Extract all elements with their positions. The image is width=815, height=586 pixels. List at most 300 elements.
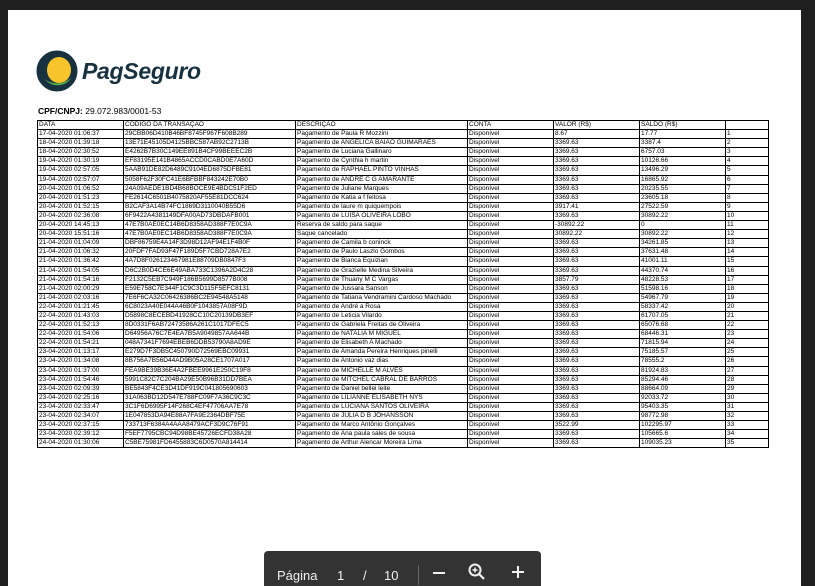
cell-index: 12: [726, 230, 769, 239]
cell-conta: Disponível: [468, 375, 554, 384]
table-row: [38, 266, 769, 275]
table-row: [38, 339, 769, 348]
cell-conta: Disponível: [468, 139, 554, 148]
cell-conta: Disponível: [468, 211, 554, 220]
cell-descricao: Pagamento de Bianca Equizian: [296, 257, 468, 266]
table-row: [38, 275, 769, 284]
cell-index: 24: [726, 339, 769, 348]
toolbar-divider: [418, 565, 419, 585]
cell-data: 21-04-2020 02:00:29: [38, 284, 124, 293]
cell-codigo: 048A7341F7694EBEB6DDB53790A8AD9E: [124, 339, 296, 348]
cell-data: 20-04-2020 01:51:23: [38, 193, 124, 202]
minus-icon: [429, 562, 449, 582]
cell-index: 25: [726, 348, 769, 357]
cell-index: 20: [726, 302, 769, 311]
cell-conta: Disponível: [468, 275, 554, 284]
cell-conta: Disponível: [468, 384, 554, 393]
cell-conta: Disponível: [468, 239, 554, 248]
cell-conta: Disponível: [468, 148, 554, 157]
cell-descricao: Pagamento de Elisabeth A Machado: [296, 339, 468, 348]
cell-index: 13: [726, 239, 769, 248]
cell-data: 17-04-2020 01:06:37: [38, 130, 124, 139]
cell-index: 2: [726, 139, 769, 148]
cell-data: 21-04-2020 01:54:05: [38, 266, 124, 275]
cell-saldo: 109035.23: [640, 439, 726, 448]
cell-conta: Disponível: [468, 184, 554, 193]
cell-codigo: FE2614C6501B4075820AF55E81DCC624: [124, 193, 296, 202]
table-row: [38, 130, 769, 139]
table-row: [38, 384, 769, 393]
cell-conta: Disponível: [468, 412, 554, 421]
cell-saldo: 58337.42: [640, 302, 726, 311]
cell-descricao: Pagamento de Daniel bellei leite: [296, 384, 468, 393]
table-row: [38, 375, 769, 384]
table-row: [38, 439, 769, 448]
cell-descricao: Pagamento de Thuany M C Vargas: [296, 275, 468, 284]
cell-data: 22-04-2020 01:54:21: [38, 339, 124, 348]
table-row: [38, 302, 769, 311]
cell-index: 6: [726, 175, 769, 184]
cell-index: 31: [726, 402, 769, 411]
cell-conta: Disponível: [468, 248, 554, 257]
cell-index: 15: [726, 257, 769, 266]
cell-conta: Disponível: [468, 439, 554, 448]
cell-valor: 3369.63: [554, 357, 640, 366]
cell-codigo: D6C2B0D4CE6E49ABA733C1396A2D4C28: [124, 266, 296, 275]
cell-descricao: Pagamento de Paula R Mozzini: [296, 130, 468, 139]
pagseguro-logo-icon: [36, 50, 78, 92]
cell-conta: Disponível: [468, 284, 554, 293]
page-label: Página: [277, 568, 318, 583]
table-row: [38, 148, 769, 157]
cell-conta: Disponível: [468, 421, 554, 430]
cell-index: 3: [726, 148, 769, 157]
cell-saldo: 30892.22: [640, 211, 726, 220]
header-data: DATA: [38, 121, 124, 130]
current-page-input[interactable]: 1: [337, 568, 345, 583]
cell-conta: Disponível: [468, 230, 554, 239]
cell-descricao: Pagamento de Jussara Sanson: [296, 284, 468, 293]
cell-index: 16: [726, 266, 769, 275]
cell-codigo: 5058F62F30FC41E6BFBBF843242E70B0: [124, 175, 296, 184]
cell-conta: Disponível: [468, 202, 554, 211]
cell-conta: Disponível: [468, 393, 554, 402]
cell-conta: Disponível: [468, 339, 554, 348]
cell-data: 20-04-2020 14:45:13: [38, 221, 124, 230]
cell-conta: Disponível: [468, 402, 554, 411]
cell-data: 23-04-2020 01:13:17: [38, 348, 124, 357]
cell-saldo: 71815.94: [640, 339, 726, 348]
cell-saldo: 92033.72: [640, 393, 726, 402]
cell-descricao: Pagamento de Cynthia h martin: [296, 157, 468, 166]
table-row: [38, 293, 769, 302]
cnpj-label: CPF/CNPJ:: [38, 106, 83, 116]
table-row: [38, 257, 769, 266]
cell-valor: 8.67: [554, 130, 640, 139]
cell-valor: 3369.63: [554, 211, 640, 220]
cell-index: 32: [726, 412, 769, 421]
cell-index: 18: [726, 284, 769, 293]
cell-valor: 3369.63: [554, 139, 640, 148]
plus-icon: [508, 562, 528, 582]
cell-data: 21-04-2020 01:36:42: [38, 257, 124, 266]
cell-descricao: Pagamento de ANGELICA BAIAO GUIMARAES: [296, 139, 468, 148]
pdf-page: [8, 10, 801, 586]
cell-valor: 3369.63: [554, 293, 640, 302]
cell-descricao: Pagamento de Paulo Laszlo Gombos: [296, 248, 468, 257]
cell-descricao: Pagamento de MICHELLE M ALVES: [296, 366, 468, 375]
cell-codigo: D64956A76C7E4EA7B5A9049857AA644B: [124, 330, 296, 339]
table-row: [38, 184, 769, 193]
cell-descricao: Pagamento de Katia a f feitosa: [296, 193, 468, 202]
cell-index: 33: [726, 421, 769, 430]
cell-descricao: Pagamento de RAPHAEL PINTO VINHAS: [296, 166, 468, 175]
cell-valor: 3369.63: [554, 175, 640, 184]
cell-saldo: 75185.57: [640, 348, 726, 357]
cell-data: 18-04-2020 02:30:52: [38, 148, 124, 157]
cell-descricao: Reserva de saldo para saque: [296, 221, 468, 230]
cell-conta: Disponível: [468, 321, 554, 330]
cell-index: 28: [726, 375, 769, 384]
cell-conta: Disponível: [468, 348, 554, 357]
cell-conta: Disponível: [468, 257, 554, 266]
table-row: [38, 175, 769, 184]
cell-data: 23-04-2020 02:37:15: [38, 421, 124, 430]
cell-descricao: Pagamento de André a Rosa: [296, 302, 468, 311]
cell-saldo: 54967.79: [640, 293, 726, 302]
cell-data: 18-04-2020 01:39:18: [38, 139, 124, 148]
cell-valor: 3369.63: [554, 248, 640, 257]
cell-data: 23-04-2020 02:25:16: [38, 393, 124, 402]
cell-valor: 3369.63: [554, 311, 640, 320]
cell-codigo: 733713F6384A4AAA8479ACF3D9C76F91: [124, 421, 296, 430]
cell-codigo: FEA9BE39B36E4A2FBEE9961E250C19F8: [124, 366, 296, 375]
cell-data: 21-04-2020 02:03:16: [38, 293, 124, 302]
cell-codigo: 47E7B0AE0EC14B6D8358AD388F7E0C9A: [124, 221, 296, 230]
cell-saldo: 23605.18: [640, 193, 726, 202]
cell-data: 21-04-2020 01:06:32: [38, 248, 124, 257]
cell-codigo: EF83195E141B4865ACCD0CABD0E7A60D: [124, 157, 296, 166]
cell-descricao: Pagamento de LUCIANA SANTOS OLIVEIRA: [296, 402, 468, 411]
cell-saldo: 17.77: [640, 130, 726, 139]
cell-saldo: 105665.6: [640, 430, 726, 439]
table-row: [38, 330, 769, 339]
cell-valor: 3369.63: [554, 166, 640, 175]
cell-data: 22-04-2020 01:52:13: [38, 321, 124, 330]
header-index: [726, 121, 769, 130]
table-row: [38, 139, 769, 148]
cell-descricao: Pagamento de Leticia Vilardo: [296, 311, 468, 320]
cell-saldo: 81924.83: [640, 366, 726, 375]
cell-data: 19-04-2020 02:57:05: [38, 166, 124, 175]
cell-codigo: BE5843F4CE3D41DF919C041805690603: [124, 384, 296, 393]
cell-codigo: E59E758C7E344F1C9C3D115F5EFC8131: [124, 284, 296, 293]
cell-data: 24-04-2020 01:30:06: [38, 439, 124, 448]
header-saldo: SALDO (R$): [640, 121, 726, 130]
table-row: [38, 166, 769, 175]
cell-descricao: Pagamento de Grazielle Medina Silveira: [296, 266, 468, 275]
cell-index: 26: [726, 357, 769, 366]
header-valor: VALOR (R$): [554, 121, 640, 130]
cell-descricao: Pagamento de Arthur Alencar Moreira Lima: [296, 439, 468, 448]
cell-codigo: 8B756A7B56D44AD9B05A28CE1707A017: [124, 357, 296, 366]
table-row: [38, 311, 769, 320]
zoom-fit-button[interactable]: [467, 562, 487, 582]
cell-descricao: Pagamento de Marco Antônio Gonçalves: [296, 421, 468, 430]
cell-data: 21-04-2020 01:04:09: [38, 239, 124, 248]
table-row: [38, 412, 769, 421]
cell-saldo: 65076.68: [640, 321, 726, 330]
brand-name: PagSeguro: [82, 58, 201, 84]
magnifier-icon: [467, 562, 487, 582]
cell-codigo: 8D0331F6AB72473586A261C1017DFEC5: [124, 321, 296, 330]
cell-conta: Disponível: [468, 266, 554, 275]
cell-saldo: 27522.59: [640, 202, 726, 211]
cell-codigo: 1E047853DA94E88A7FA9E2364DBF75E: [124, 412, 296, 421]
cell-valor: 3369.63: [554, 384, 640, 393]
cell-conta: Disponível: [468, 221, 554, 230]
cell-index: 10: [726, 211, 769, 220]
cnpj-line: [38, 106, 161, 116]
cell-valor: 3369.63: [554, 348, 640, 357]
cell-descricao: Pagamento de Antonio vaz dias: [296, 357, 468, 366]
cell-conta: Disponível: [468, 430, 554, 439]
cell-data: 22-04-2020 01:21:45: [38, 302, 124, 311]
cell-data: 23-04-2020 02:09:39: [38, 384, 124, 393]
cell-descricao: Pagamento de Luciana Gallinaro: [296, 148, 468, 157]
zoom-in-button[interactable]: [508, 562, 528, 582]
cell-saldo: 98772.98: [640, 412, 726, 421]
cell-valor: 3369.63: [554, 302, 640, 311]
cell-codigo: 6C8023A40E044A46B0F1043857A08F9D: [124, 302, 296, 311]
cell-valor: 3522.99: [554, 421, 640, 430]
cell-codigo: DBF86759E4A14F3D98D12AF94E1F4B0F: [124, 239, 296, 248]
table-row: [38, 402, 769, 411]
cell-data: 20-04-2020 01:06:52: [38, 184, 124, 193]
cell-codigo: 29CBB06D410B46BF8745F967F608B289: [124, 130, 296, 139]
cell-saldo: 85294.46: [640, 375, 726, 384]
table-row: [38, 357, 769, 366]
cell-index: 27: [726, 366, 769, 375]
cell-codigo: B2CAF3A14B74FC1869D3110040B55D6: [124, 202, 296, 211]
cell-index: 23: [726, 330, 769, 339]
cell-valor: 3369.63: [554, 375, 640, 384]
cell-data: 22-04-2020 01:54:06: [38, 330, 124, 339]
cell-saldo: 102295.97: [640, 421, 726, 430]
table-row: [38, 348, 769, 357]
cell-descricao: Pagamento de Gabriela Freitas de Oliveira: [296, 321, 468, 330]
cell-descricao: Pagamento de Ana paula sales de sousa: [296, 430, 468, 439]
cell-valor: 3369.63: [554, 148, 640, 157]
cell-valor: 3917.41: [554, 202, 640, 211]
cell-conta: Disponível: [468, 357, 554, 366]
cell-valor: 3369.63: [554, 439, 640, 448]
cell-saldo: 41001.11: [640, 257, 726, 266]
cell-data: 21-04-2020 01:54:16: [38, 275, 124, 284]
cell-conta: Disponível: [468, 311, 554, 320]
cell-data: 23-04-2020 02:39:12: [38, 430, 124, 439]
cell-valor: 3369.63: [554, 393, 640, 402]
cell-codigo: 24A09AEDE1BD4B68BOCE9E4BDC51F2ED: [124, 184, 296, 193]
cell-conta: Disponível: [468, 166, 554, 175]
cell-data: 19-04-2020 01:30:19: [38, 157, 124, 166]
cell-saldo: 0: [640, 221, 726, 230]
cell-valor: 3369.63: [554, 193, 640, 202]
cell-index: 5: [726, 166, 769, 175]
cell-saldo: 20235.55: [640, 184, 726, 193]
cell-saldo: 30892.22: [640, 230, 726, 239]
cell-data: 19-04-2020 02:57:07: [38, 175, 124, 184]
table-row: [38, 421, 769, 430]
cell-data: 23-04-2020 01:54:46: [38, 375, 124, 384]
cell-saldo: 37631.48: [640, 248, 726, 257]
cell-valor: 3369.63: [554, 239, 640, 248]
cell-valor: 30892.22: [554, 230, 640, 239]
cell-conta: Disponível: [468, 130, 554, 139]
cell-saldo: 3387.4: [640, 139, 726, 148]
cell-descricao: Pagamento de NATALIA M MIGUEL: [296, 330, 468, 339]
cell-saldo: 68446.31: [640, 330, 726, 339]
cell-valor: 3369.63: [554, 257, 640, 266]
zoom-out-button[interactable]: [429, 562, 449, 582]
cell-saldo: 61707.05: [640, 311, 726, 320]
cell-valor: 3369.63: [554, 157, 640, 166]
cell-data: 23-04-2020 02:33:47: [38, 402, 124, 411]
header-conta: CONTA: [468, 121, 554, 130]
cell-codigo: 5991C82C7C204BA29E50B96B31DD7BEA: [124, 375, 296, 384]
cell-codigo: F2132C5EB7C949F186B5699D8577B008: [124, 275, 296, 284]
cell-descricao: Pagamento de Camila b coninck: [296, 239, 468, 248]
total-pages: 10: [384, 568, 399, 583]
cell-codigo: 31A063BD12D547E788FC09F7A36C9C3C: [124, 393, 296, 402]
header-codigo: CÓDIGO DA TRANSAÇÃO: [124, 121, 296, 130]
cell-valor: 3369.63: [554, 402, 640, 411]
table-row: [38, 393, 769, 402]
cell-valor: 3857.79: [554, 275, 640, 284]
table-row: [38, 321, 769, 330]
cell-saldo: 95403.35: [640, 402, 726, 411]
cell-codigo: E279D7F3DB5C450790D72569EBC09931: [124, 348, 296, 357]
cell-codigo: 20FDF7FAD93F47F189D5F7CBD728A7E2: [124, 248, 296, 257]
cell-saldo: 16865.92: [640, 175, 726, 184]
table-row: [38, 366, 769, 375]
cell-saldo: 78555.2: [640, 357, 726, 366]
cell-index: 14: [726, 248, 769, 257]
cell-saldo: 10126.66: [640, 157, 726, 166]
cell-saldo: 51598.16: [640, 284, 726, 293]
transactions-table: [37, 120, 769, 448]
cell-conta: Disponível: [468, 193, 554, 202]
cell-index: 21: [726, 311, 769, 320]
table-row: [38, 239, 769, 248]
cell-data: 20-04-2020 02:36:08: [38, 211, 124, 220]
cell-valor: 3369.63: [554, 184, 640, 193]
cell-valor: 3369.63: [554, 284, 640, 293]
cell-codigo: 7E6F6CA32C06426386BC2E94548A5148: [124, 293, 296, 302]
cell-codigo: D5898C8ECEBD41928CC10C20139DB3EF: [124, 311, 296, 320]
cell-index: 29: [726, 384, 769, 393]
cell-descricao: Saque cancelado: [296, 230, 468, 239]
cell-descricao: Pagamento de JULIA D B JOHANSSON: [296, 412, 468, 421]
cell-descricao: Pagamento de Juliane Marques: [296, 184, 468, 193]
cell-valor: 3369.63: [554, 366, 640, 375]
cell-descricao: Pagamento de LILIANNE ELISABETH NYS: [296, 393, 468, 402]
table-row: [38, 230, 769, 239]
cell-valor: 3369.63: [554, 321, 640, 330]
cell-saldo: 48228.53: [640, 275, 726, 284]
pdf-toolbar: [264, 551, 541, 586]
cell-codigo: 3C1F6D6995F14F268C4EF47706AA7E78: [124, 402, 296, 411]
cell-data: 20-04-2020 01:52:15: [38, 202, 124, 211]
cell-valor: 3369.63: [554, 330, 640, 339]
cell-conta: Disponível: [468, 175, 554, 184]
cell-saldo: 88664.09: [640, 384, 726, 393]
cell-conta: Disponível: [468, 366, 554, 375]
cell-valor: -30892.22: [554, 221, 640, 230]
cell-index: 4: [726, 157, 769, 166]
cell-index: 17: [726, 275, 769, 284]
cell-saldo: 34261.85: [640, 239, 726, 248]
cnpj-value: 29.072.983/0001-53: [85, 106, 162, 116]
cell-valor: 3369.63: [554, 266, 640, 275]
cell-descricao: Pagamento de ANDRE C G AMARANTE: [296, 175, 468, 184]
table-row: [38, 157, 769, 166]
cell-conta: Disponível: [468, 293, 554, 302]
table-row: [38, 430, 769, 439]
cell-valor: 3369.63: [554, 412, 640, 421]
cell-data: 20-04-2020 15:51:16: [38, 230, 124, 239]
cell-descricao: Pagamento de Amanda Pereira Henriques pinelli: [296, 348, 468, 357]
cell-data: 23-04-2020 01:34:08: [38, 357, 124, 366]
cell-index: 7: [726, 184, 769, 193]
cell-saldo: 13496.29: [640, 166, 726, 175]
cell-index: 35: [726, 439, 769, 448]
cell-index: 1: [726, 130, 769, 139]
cell-index: 34: [726, 430, 769, 439]
page-separator: /: [363, 568, 367, 583]
cell-descricao: Pagamento de LUISA OLIVEIRA LOBO: [296, 211, 468, 220]
cell-index: 30: [726, 393, 769, 402]
cell-saldo: 6757.03: [640, 148, 726, 157]
cell-conta: Disponível: [468, 302, 554, 311]
cell-data: 22-04-2020 01:43:03: [38, 311, 124, 320]
cell-descricao: Pagamento de Tatiana Vendramini Cardoso Machado: [296, 293, 468, 302]
cell-codigo: 6F9422A4381149DFA00AD73DBDAFB001: [124, 211, 296, 220]
cell-codigo: 4A7D8F026123467981E88709DB0847F3: [124, 257, 296, 266]
cell-valor: 3369.63: [554, 339, 640, 348]
cell-conta: Disponível: [468, 157, 554, 166]
cell-index: 19: [726, 293, 769, 302]
cell-valor: 3369.63: [554, 430, 640, 439]
cell-codigo: F5EF7795CBC94D98BE45726ECFD38A28: [124, 430, 296, 439]
cell-index: 11: [726, 221, 769, 230]
cell-codigo: 13E71E45105D4125BBC587AB92C2713B: [124, 139, 296, 148]
cell-data: 23-04-2020 01:37:00: [38, 366, 124, 375]
table-row: [38, 284, 769, 293]
cell-index: 9: [726, 202, 769, 211]
table-row: [38, 193, 769, 202]
table-row: [38, 211, 769, 220]
cell-index: 22: [726, 321, 769, 330]
cell-codigo: C5BE75981FD6455883C6D0570A814414: [124, 439, 296, 448]
table-row: [38, 248, 769, 257]
cell-data: 23-04-2020 02:34:07: [38, 412, 124, 421]
cell-codigo: 47E7B0AE0EC14B6D8358AD388F7E0C9A: [124, 230, 296, 239]
cell-codigo: 5AAB91DE82D6489C9104ED6875DFBE81: [124, 166, 296, 175]
cell-descricao: Pagamento de laure m quiquempois: [296, 202, 468, 211]
cell-conta: Disponível: [468, 330, 554, 339]
cell-saldo: 44370.74: [640, 266, 726, 275]
